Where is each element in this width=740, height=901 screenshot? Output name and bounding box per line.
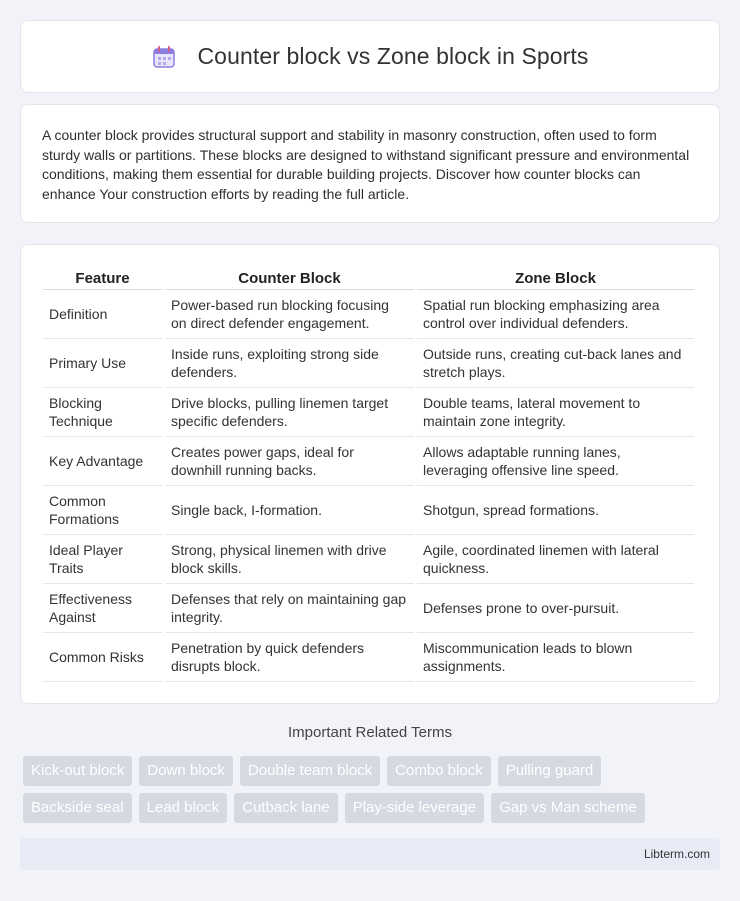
counter-cell: Inside runs, exploiting strong side defenders. — [165, 339, 414, 388]
table-header-row — [43, 263, 694, 290]
title-card — [20, 20, 720, 93]
feature-cell: Primary Use — [43, 339, 162, 388]
zone-cell: Miscommunication leads to blown assignments. — [417, 633, 694, 682]
intro-text: A counter block provides structural support and stability in masonry construction, often used to form sturdy walls or partitions. These blocks are designed to withstand significant pressure and environmental conditions, making them essential for durable building projects. Discover how counter blocks can enhance Your construction efforts by reading the full article. — [42, 127, 690, 202]
related-terms-title: Important Related Terms — [288, 724, 452, 741]
feature-cell: Key Advantage — [43, 437, 162, 486]
table-row — [43, 290, 694, 339]
related-terms-row — [23, 793, 723, 823]
term-tag[interactable]: Down block — [139, 756, 233, 786]
table-row — [43, 388, 694, 437]
table-row — [43, 633, 694, 682]
feature-cell: Ideal Player Traits — [43, 535, 162, 584]
zone-cell: Defenses prone to over-pursuit. — [417, 584, 694, 633]
table-row — [43, 486, 694, 535]
counter-cell: Power-based run blocking focusing on direct defender engagement. — [165, 290, 414, 339]
zone-cell: Allows adaptable running lanes, leveraging offensive line speed. — [417, 437, 694, 486]
feature-cell: Definition — [43, 290, 162, 339]
footer-link[interactable]: Libterm.com — [643, 847, 710, 861]
term-tag[interactable]: Backside seal — [23, 793, 132, 823]
calendar-icon — [151, 44, 177, 70]
related-terms — [23, 756, 723, 830]
intro-card — [20, 104, 720, 223]
zone-cell: Outside runs, creating cut-back lanes and stretch plays. — [417, 339, 694, 388]
counter-cell: Single back, I-formation. — [165, 486, 414, 535]
term-tag[interactable]: Combo block — [387, 756, 491, 786]
counter-cell: Creates power gaps, ideal for downhill running backs. — [165, 437, 414, 486]
counter-cell: Drive blocks, pulling linemen target specific defenders. — [165, 388, 414, 437]
term-tag[interactable]: Kick-out block — [23, 756, 132, 786]
counter-cell: Defenses that rely on maintaining gap integrity. — [165, 584, 414, 633]
feature-cell: Blocking Technique — [43, 388, 162, 437]
table-row — [43, 437, 694, 486]
footer — [20, 838, 720, 870]
term-tag[interactable]: Pulling guard — [498, 756, 602, 786]
term-tag[interactable]: Lead block — [139, 793, 228, 823]
zone-cell: Agile, coordinated linemen with lateral quickness. — [417, 535, 694, 584]
counter-cell: Penetration by quick defenders disrupts block. — [165, 633, 414, 682]
zone-cell: Double teams, lateral movement to maintain zone integrity. — [417, 388, 694, 437]
zone-cell: Shotgun, spread formations. — [417, 486, 694, 535]
related-terms-row — [23, 756, 723, 786]
counter-cell: Strong, physical linemen with drive block skills. — [165, 535, 414, 584]
comparison-table — [40, 263, 697, 682]
feature-cell: Common Risks — [43, 633, 162, 682]
page-title: Counter block vs Zone block in Sports — [197, 43, 589, 69]
feature-cell: Effectiveness Against — [43, 584, 162, 633]
term-tag[interactable]: Cutback lane — [234, 793, 338, 823]
zone-cell: Spatial run blocking emphasizing area control over individual defenders. — [417, 290, 694, 339]
header-zone-block: Zone Block — [417, 263, 694, 290]
table-row — [43, 584, 694, 633]
term-tag[interactable]: Gap vs Man scheme — [491, 793, 645, 823]
table-row — [43, 339, 694, 388]
term-tag[interactable]: Double team block — [240, 756, 380, 786]
comparison-card — [20, 244, 720, 704]
header-counter-block: Counter Block — [165, 263, 414, 290]
feature-cell: Common Formations — [43, 486, 162, 535]
term-tag[interactable]: Play-side leverage — [345, 793, 484, 823]
table-row — [43, 535, 694, 584]
header-feature: Feature — [43, 263, 162, 290]
